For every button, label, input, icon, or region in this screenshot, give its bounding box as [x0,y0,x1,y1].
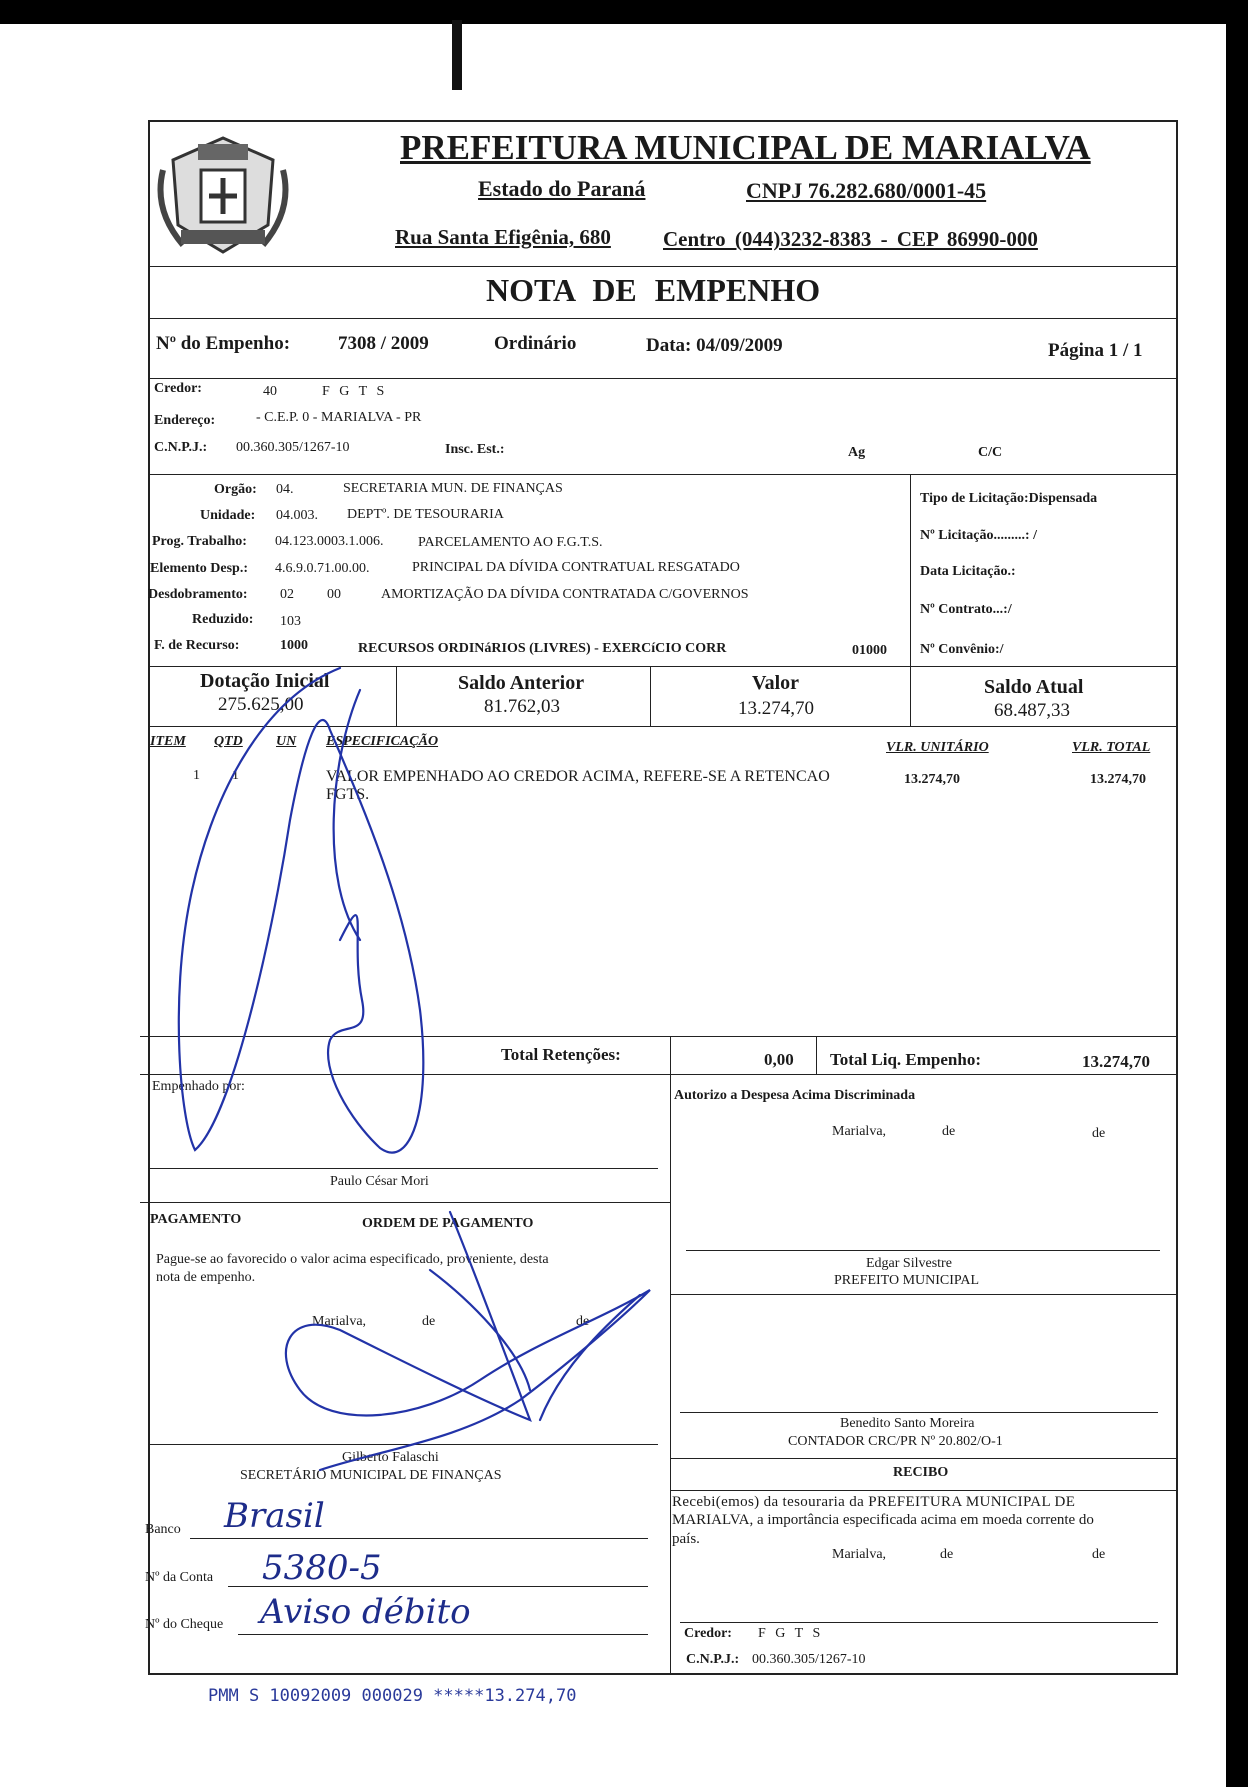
contrato-number: Nº Contrato...:/ [920,602,1012,617]
recibo-text-3: país. [672,1531,700,1547]
recibo-cnpj-value: 00.360.305/1267-10 [752,1652,866,1667]
autorizo-place: Marialva, [832,1124,887,1139]
licitacao-data: Data Licitação.: [920,564,1016,579]
convenio-number: Nº Convênio:/ [920,642,1004,657]
recibo-credor-value: F G T S [758,1626,824,1641]
recibo-label: RECIBO [893,1465,949,1480]
empenho-number: 7308 / 2009 [338,333,429,354]
recibo-place: Marialva, [832,1547,887,1562]
ordem-pagamento-label: ORDEM DE PAGAMENTO [362,1216,534,1231]
elemento-name: PRINCIPAL DA DÍVIDA CONTRATUAL RESGATADO [412,560,740,575]
desdobramento-label: Desdobramento: [148,587,248,602]
pagamento-text-1: Pague-se ao favorecido o valor acima especificado, proveniente, desta [156,1252,549,1267]
desdobramento-a: 02 [280,587,294,602]
empenho-number-label: Nº do Empenho: [156,333,291,354]
recibo-text-1: Recebi(emos) da tesouraria da PREFEITURA MUNICIPAL DE [672,1494,1076,1510]
recibo-de1: de [940,1547,954,1562]
recurso-label: F. de Recurso: [154,638,240,653]
saldo-atual-value: 68.487,33 [994,700,1070,721]
cnpj-label: C.N.P.J.: [154,440,208,455]
saldo-anterior-label: Saldo Anterior [458,672,585,694]
scan-right-edge [1226,0,1248,1787]
recibo-cnpj-label: C.N.P.J.: [686,1652,740,1667]
pagamento-de1: de [422,1314,436,1329]
desdobramento-b: 00 [327,587,341,602]
valor-label: Valor [752,672,800,694]
insc-label: Insc. Est.: [445,442,505,457]
endereco-label: Endereço: [154,413,216,428]
autorizo-de2: de [1092,1126,1106,1141]
recibo-text-2: MARIALVA, a importância especificada acima em moeda corrente do [672,1512,1094,1528]
desdobramento-name: AMORTIZAÇÃO DA DÍVIDA CONTRATADA C/GOVERNOS [381,587,749,602]
scan-top-edge [0,0,1248,24]
secretario-role: SECRETÁRIO MUNICIPAL DE FINANÇAS [240,1468,502,1483]
state-name: Estado do Paraná [478,176,646,201]
col-un: UN [276,734,297,749]
prog-code: 04.123.0003.1.006. [275,534,384,549]
cnpj-header: CNPJ 76.282.680/0001-45 [746,178,987,203]
empenhado-name: Paulo César Mori [330,1174,429,1189]
contador-role: CONTADOR CRC/PR Nº 20.802/O-1 [788,1434,1003,1449]
page-number: Página 1 / 1 [1048,340,1143,361]
cc-label: C/C [978,445,1003,460]
footer-stamp: PMM S 10092009 000029 *****13.274,70 [208,1686,577,1706]
contador-name: Benedito Santo Moreira [840,1416,975,1431]
total-liq-value: 13.274,70 [1082,1052,1150,1071]
item-vlr-total: 13.274,70 [1090,772,1146,787]
col-vlr-unitario: VLR. UNITÁRIO [886,740,989,755]
elemento-code: 4.6.9.0.71.00.00. [275,561,370,576]
recurso-number: 01000 [852,643,887,658]
col-vlr-total: VLR. TOTAL [1072,740,1151,755]
prefeitura-title: PREFEITURA MUNICIPAL DE MARIALVA [400,128,1091,167]
elemento-label: Elemento Desp.: [150,561,248,576]
pagamento-text-2: nota de empenho. [156,1270,256,1285]
credor-label: Credor: [154,381,202,396]
col-item: ITEM [150,734,186,749]
empenhado-label: Empenhado por: [152,1079,245,1094]
unidade-name: DEPTº. DE TESOURARIA [347,507,504,522]
orgao-code: 04. [276,482,294,497]
item-espec-line1: VALOR EMPENHADO AO CREDOR ACIMA, REFERE-SE A RETENCAO [326,768,830,785]
col-qtd: QTD [214,734,243,749]
cheque-value[interactable]: Aviso débito [260,1592,471,1632]
cnpj-value: 00.360.305/1267-10 [236,440,350,455]
dotacao-inicial-value: 275.625,00 [218,694,304,715]
valor-value: 13.274,70 [738,698,814,719]
conta-label: Nº da Conta [145,1570,214,1585]
total-retencoes-value: 0,00 [764,1050,794,1069]
total-retencoes-label: Total Retenções: [501,1045,621,1064]
item-vlr-unitario: 13.274,70 [904,772,960,787]
item-number: 1 [193,768,200,783]
prog-label: Prog. Trabalho: [152,534,247,549]
orgao-label: Orgão: [214,482,257,497]
licitacao-numero: Nº Licitação.........: / [920,528,1037,543]
item-espec-line2: FGTS. [326,786,370,803]
address-contact: Centro (044)3232-8383 - CEP 86990-000 [663,227,1038,251]
banco-label: Banco [145,1522,181,1537]
recibo-credor-label: Credor: [684,1626,732,1641]
coat-of-arms-logo [153,130,293,260]
endereco-value: - C.E.P. 0 - MARIALVA - PR [256,410,422,425]
staple-mark [452,20,462,90]
street-address: Rua Santa Efigênia, 680 [395,225,611,249]
banco-value[interactable]: Brasil [224,1496,325,1536]
pagamento-de2: de [576,1314,590,1329]
total-liq-label: Total Liq. Empenho: [830,1050,981,1069]
credor-name: F G T S [322,384,388,399]
saldo-anterior-value: 81.762,03 [484,696,560,717]
empenho-type: Ordinário [494,333,577,354]
doc-title: NOTA DE EMPENHO [486,272,821,308]
reduzido-value: 103 [280,614,301,629]
prog-name: PARCELAMENTO AO F.G.T.S. [418,535,603,550]
recurso-code: 1000 [280,638,308,653]
credor-code: 40 [263,384,277,399]
pagamento-label: PAGAMENTO [150,1212,242,1227]
item-qtd: 1 [232,768,239,783]
conta-value[interactable]: 5380-5 [262,1548,382,1588]
unidade-code: 04.003. [276,508,318,523]
prefeito-name: Edgar Silvestre [866,1256,952,1271]
orgao-name: SECRETARIA MUN. DE FINANÇAS [343,481,563,496]
reduzido-label: Reduzido: [192,612,254,627]
cheque-label: Nº do Cheque [145,1617,224,1632]
prefeito-role: PREFEITO MUNICIPAL [834,1273,980,1288]
licitacao-tipo: Tipo de Licitação:Dispensada [920,491,1098,506]
secretario-name: Gilberto Falaschi [342,1450,439,1465]
recibo-de2: de [1092,1547,1106,1562]
pagamento-place: Marialva, [312,1314,367,1329]
col-especificacao: ESPECIFICAÇÃO [326,734,439,749]
dotacao-inicial-label: Dotação Inicial [200,670,330,692]
empenho-date: Data: 04/09/2009 [646,335,783,356]
unidade-label: Unidade: [200,508,256,523]
autorizo-de1: de [942,1124,956,1139]
recurso-name: RECURSOS ORDINáRIOS (LIVRES) - EXERCíCIO CORR [358,641,727,656]
ag-label: Ag [848,445,866,460]
autorizo-label: Autorizo a Despesa Acima Discriminada [674,1088,916,1103]
saldo-atual-label: Saldo Atual [984,676,1084,698]
